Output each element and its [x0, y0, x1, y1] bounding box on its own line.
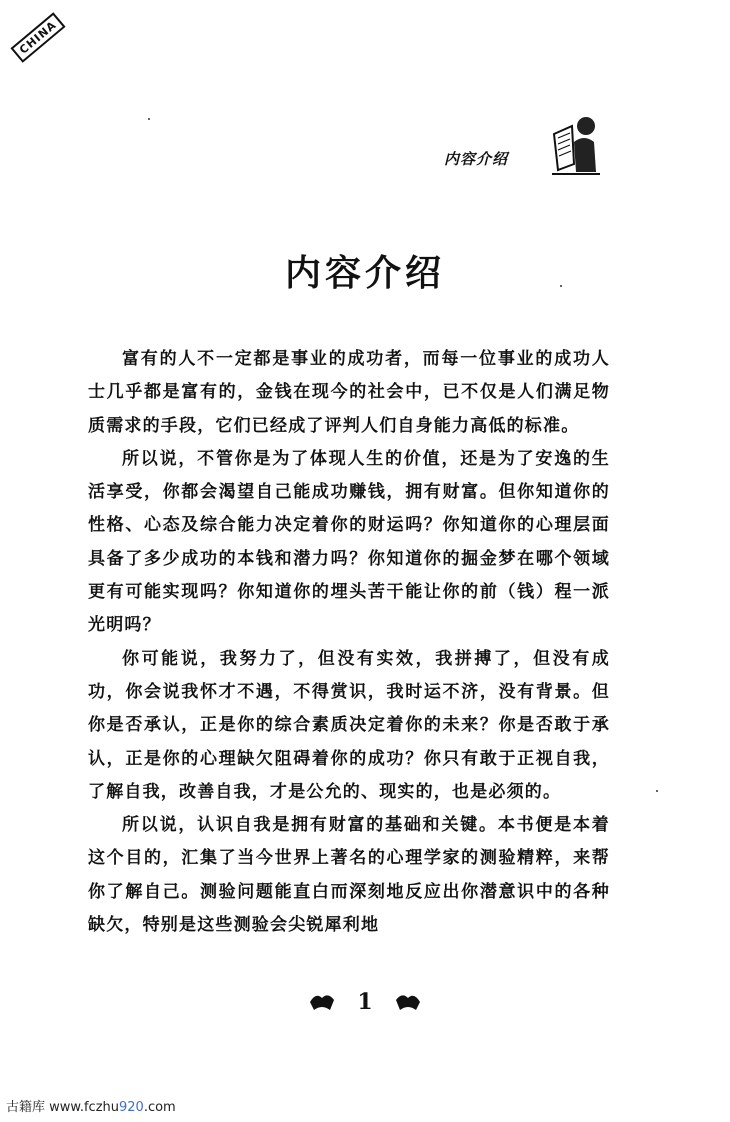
- site-watermark: [6, 1096, 176, 1115]
- watermark-accent: 920: [119, 1100, 144, 1115]
- paragraph: 所以说，不管你是为了体现人生的价值，还是为了安逸的生活享受，你都会渴望自己能成功赚钱，拥有财富。但你知道你的性格、心态及综合能力决定着你的财运吗？你知道你的心理层面具备了多少成功的本钱和潜力吗？你知道你的掘金梦在哪个领域更有可能实现吗？你知道你的埋头苦干能让你的前（钱）程一派光明吗？: [88, 448, 610, 636]
- running-head: 内容介绍: [444, 150, 509, 168]
- paragraph: 你可能说，我努力了，但没有实效，我拼搏了，但没有成功，你会说我怀才不遇，不得赏识，我时运不济，没有背景。但你是否承认，正是你的综合素质决定着你的未来？你是否敢于承认，正是你的心理缺欠阻碍着你的成功？你只有敢于正视自我，了解自我，改善自我，才是公允的、现实的，也是必须的。: [88, 648, 610, 802]
- ornament-left-icon: [308, 990, 336, 1014]
- speck: [560, 285, 562, 287]
- watermark-suffix: .com: [143, 1100, 176, 1115]
- speck: [148, 118, 150, 120]
- speck: [656, 790, 658, 792]
- reading-figure-icon: [550, 112, 602, 176]
- paragraph: 富有的人不一定都是事业的成功者，而每一位事业的成功人士几乎都是富有的，金钱在现今的社会中，已不仅是人们满足物质需求的手段，它们已经成了评判人们自身能力高低的标准。: [88, 349, 610, 436]
- ornament-right-icon: [394, 990, 422, 1014]
- paragraph: 所以说，认识自我是拥有财富的基础和关键。本书便是本着这个目的，汇集了当今世界上著名的心理学家的测验精粹，来帮你了解自己。测验问题能直白而深刻地反应出你潜意识中的各种缺欠，特别是这些测验会尖锐犀利地: [88, 815, 610, 936]
- page-number: 1: [357, 989, 373, 1015]
- page-title: 内容介绍: [284, 253, 445, 294]
- body-text: [88, 343, 610, 942]
- page-footer: [0, 988, 730, 1015]
- stamp-text: CHINA: [10, 12, 65, 63]
- watermark-prefix: 古籍库 www.fczhu: [6, 1100, 119, 1115]
- china-stamp: [4, 20, 74, 56]
